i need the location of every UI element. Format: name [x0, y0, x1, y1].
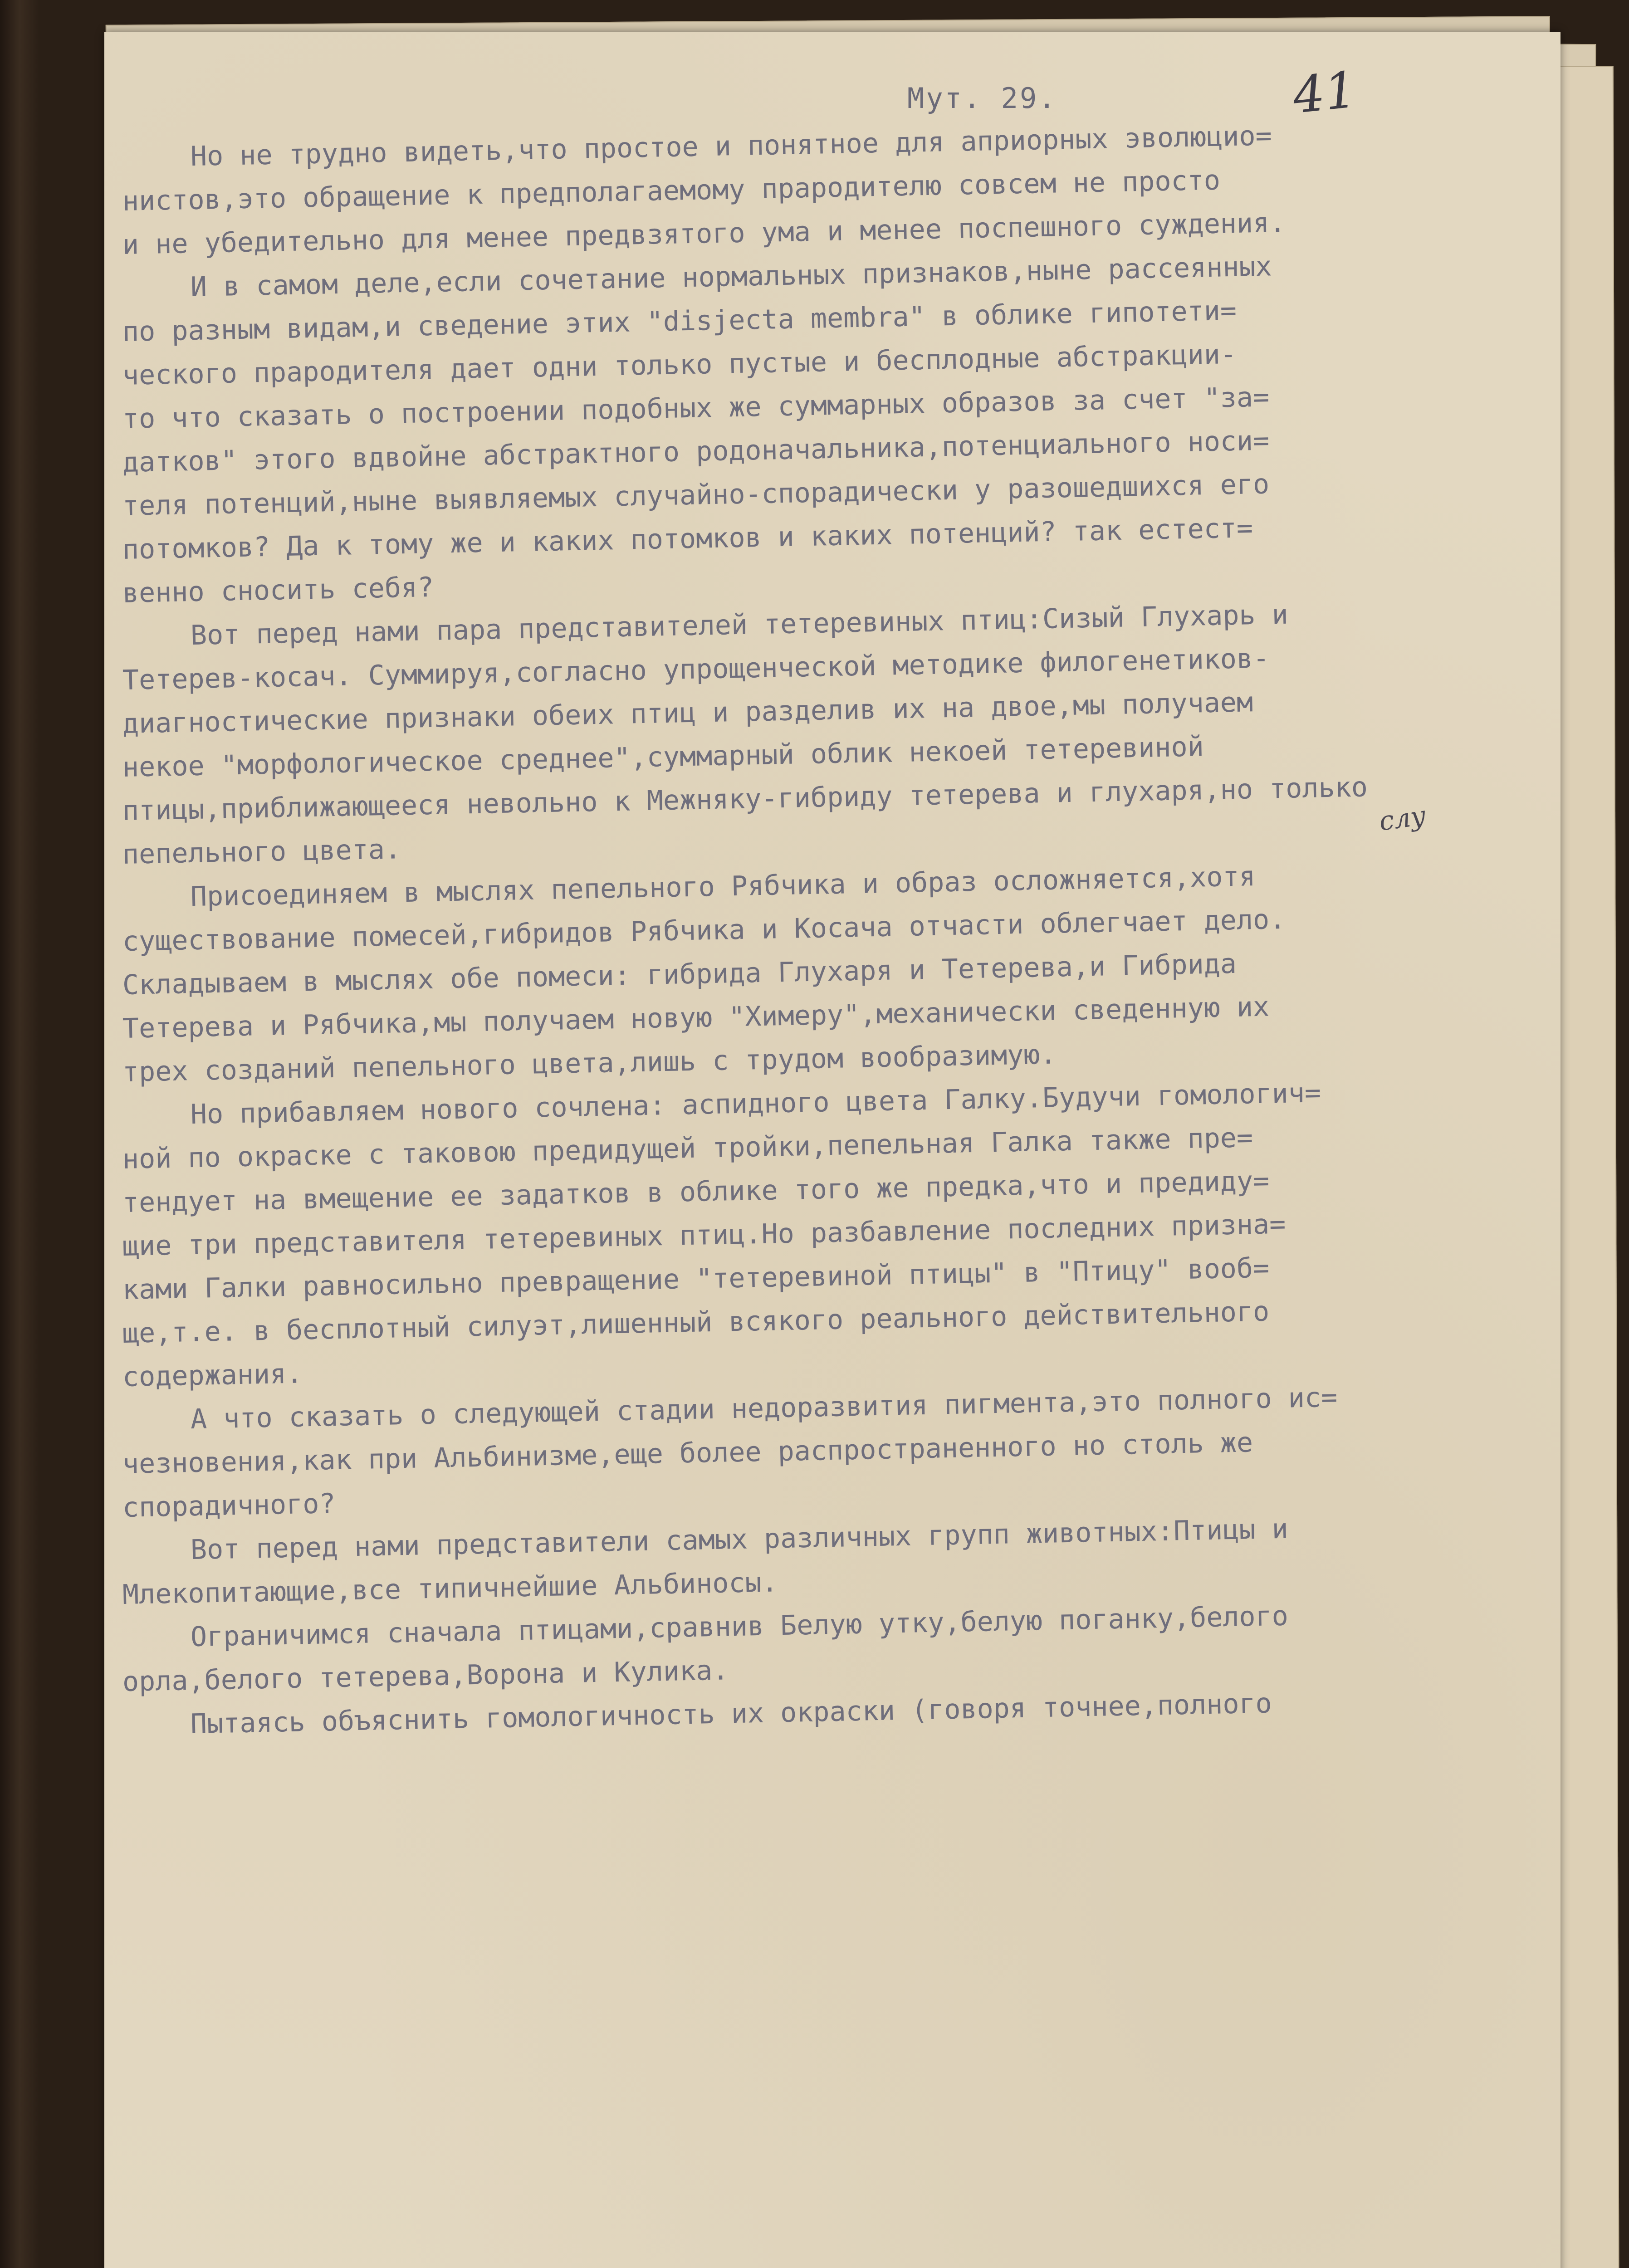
text-line: ще,т.е. в бесплотный силуэт,лишенный всякого реального действительного — [122, 1295, 1270, 1349]
typed-body-text — [122, 120, 1556, 1747]
text-line: Тетерева и Рябчика,мы получаем новую "Химеру",механически сведенную их — [122, 991, 1270, 1045]
text-line: и не убедительно для менее предвзятого ума и менее поспешного суждения. — [122, 206, 1286, 261]
text-line: Вот перед нами представители самых различных групп животных:Птицы и — [190, 1513, 1289, 1566]
text-line: Но прибавляем нового сочлена: аспидного цвета Галку.Будучи гомологич= — [190, 1077, 1321, 1131]
text-line: Вот перед нами пара представителей тетеревиных птиц:Сизый Глухарь и — [190, 598, 1289, 652]
text-line: птицы,приближающееся невольно к Межняку-гибриду тетерева и глухаря,но только — [122, 771, 1368, 827]
text-line: Складываем в мыслях обе помеси: гибрида Глухаря и Тетерева,и Гибрида — [122, 948, 1237, 1001]
text-line: по разным видам,и сведение этих "disjecta membra" в облике гипотети= — [122, 294, 1237, 348]
text-line: Млекопитающие,все типичнейшие Альбиносы. — [122, 1566, 778, 1611]
text-line: ной по окраске с таковою предидущей тройки,пепельная Галка также пре= — [122, 1122, 1253, 1175]
text-line: Пытаясь объяснить гомологичность их окраски (говоря точнее,полного — [190, 1687, 1272, 1740]
handwritten-margin-note: слу — [1377, 800, 1428, 837]
text-line: Тетерев-косач. Суммируя,согласно упрощенческой методике филогенетиков- — [122, 642, 1270, 696]
text-line: диагностические признаки обеих птиц и разделив их на двое,мы получаем — [122, 686, 1253, 740]
text-line: нистов,это обращение к предполагаемому прародителю совсем не просто — [122, 164, 1221, 217]
text-line: чезновения,как при Альбинизме,еще более распространенного но столь же — [122, 1427, 1253, 1480]
text-line: щие три представителя тетеревиных птиц.Но разбавление последних призна= — [122, 1208, 1286, 1262]
text-line: тендует на вмещение ее задатков в облике того же предка,что и предиду= — [122, 1165, 1270, 1219]
text-line: ками Галки равносильно превращение "тетеревиной птицы" в "Птицу" вооб= — [122, 1252, 1270, 1306]
text-line: существование помесей,гибридов Рябчика и Косача отчасти облегчает дело. — [122, 903, 1286, 958]
text-line: И в самом деле,если сочетание нормальных признаков,ныне рассеянных — [190, 250, 1272, 303]
text-line: спорадичного? — [122, 1487, 336, 1524]
text-line: Но не трудно видеть,что простое и понятное для априорных эволюцио= — [190, 120, 1272, 173]
text-line: Ограничимся сначала птицами,сравнив Белую утку,белую поганку,белого — [190, 1600, 1289, 1653]
text-line: содержания. — [122, 1358, 303, 1393]
text-line: орла,белого тетерева,Ворона и Кулика. — [122, 1654, 729, 1698]
text-line: потомков? Да к тому же и каких потомков и каких потенций? так естест= — [122, 512, 1253, 566]
text-line: некое "морфологическое среднее",суммарный облик некоей тетеревиной — [122, 731, 1204, 783]
text-line: А что сказать о следующей стадии недоразвития пигмента,это полного ис= — [190, 1381, 1338, 1436]
text-line: датков" этого вдвойне абстрактного родоначальника,потенциального носи= — [122, 425, 1270, 479]
text-line: теля потенций,ныне выявляемых случайно-спорадически у разошедшихся его — [122, 468, 1270, 522]
handwritten-folio-number: 41 — [1290, 60, 1360, 125]
text-line: венно сносить себя? — [122, 571, 434, 609]
page-number: Мут. 29. — [907, 82, 1057, 115]
text-line: Присоединяем в мыслях пепельного Рябчика и образ осложняется,хотя — [190, 860, 1256, 913]
text-line: ческого прародителя дает одни только пустые и бесплодные абстракции- — [122, 338, 1237, 391]
text-line: пепельного цвета. — [122, 833, 401, 870]
text-line: то что сказать о построении подобных же суммарных образов за счет "за= — [122, 381, 1270, 435]
typewritten-sheet — [104, 32, 1561, 2268]
text-line: трех созданий пепельного цвета,лишь с трудом вообразимую. — [122, 1038, 1057, 1088]
